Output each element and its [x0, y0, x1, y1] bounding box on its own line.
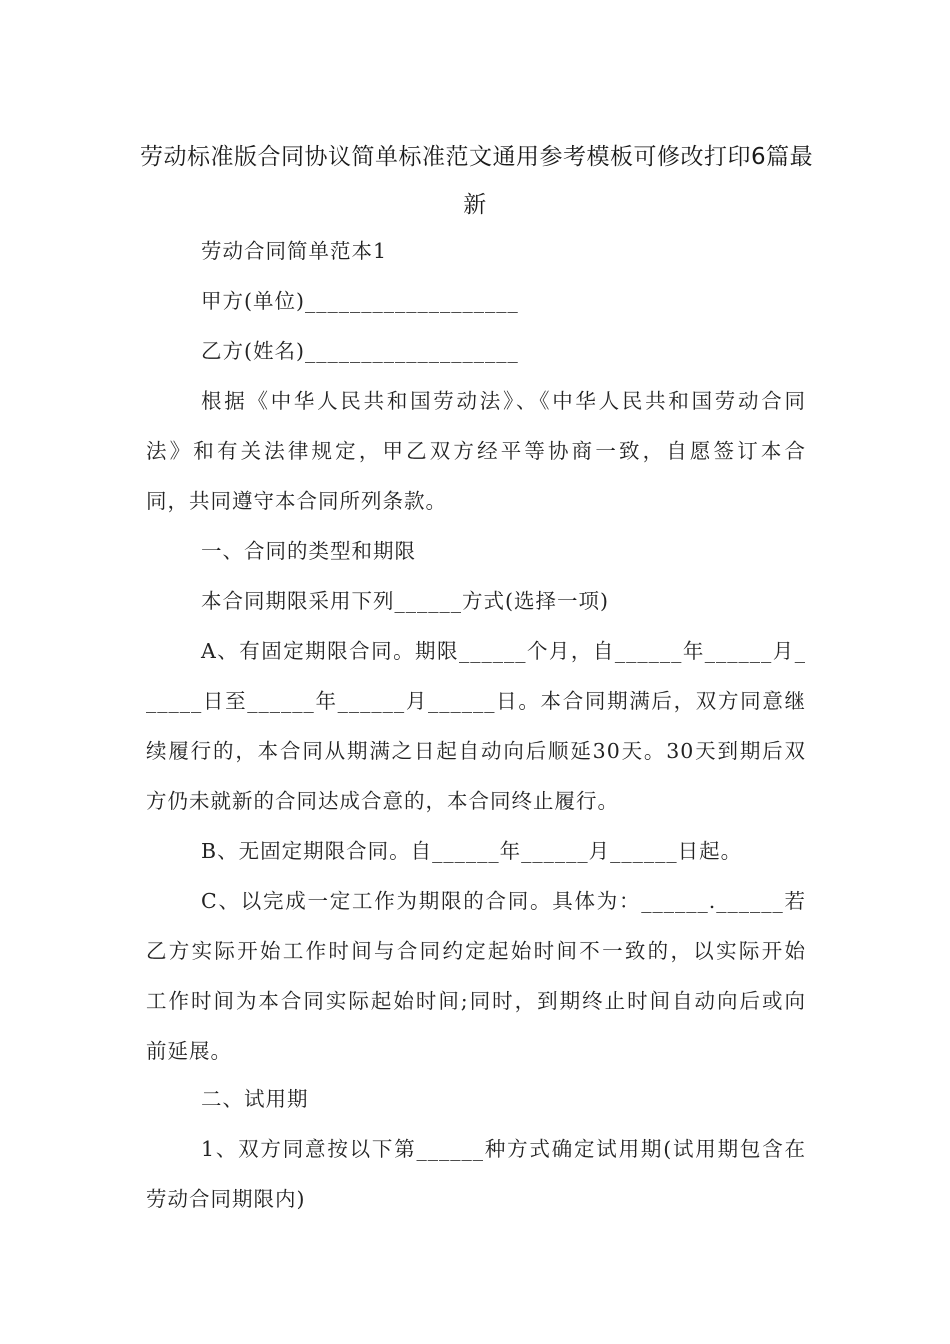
option-a-line-2: _____日至______年______月______日。本合同期满后，双方同意继 — [146, 689, 806, 713]
document-title-line-2: 新 — [463, 192, 487, 218]
option-a-line-3: 续履行的，本合同从期满之日起自动向后顺延30天。30天到期后双 — [146, 739, 806, 763]
option-a-line-1: A、有固定期限合同。期限______个月，自______年______月_ — [201, 639, 806, 663]
option-c-line-4: 前延展。 — [146, 1039, 232, 1063]
clause-heading-1: 一、合同的类型和期限 — [201, 539, 416, 563]
option-c-line-1: C、以完成一定工作为期限的合同。具体为：______.______若 — [201, 889, 806, 913]
party-a-line: 甲方(单位)___________________ — [201, 289, 519, 313]
clause-heading-2: 二、试用期 — [201, 1087, 309, 1111]
section-heading: 劳动合同简单范本1 — [201, 239, 388, 263]
document-title-line-1: 劳动标准版合同协议简单标准范文通用参考模板可修改打印6篇最 — [140, 144, 814, 170]
option-c-line-2: 乙方实际开始工作时间与合同约定起始时间不一致的，以实际开始 — [146, 939, 806, 963]
term-method-line: 本合同期限采用下列______方式(选择一项) — [201, 589, 609, 613]
preamble-line-3: 同，共同遵守本合同所列条款。 — [146, 489, 447, 513]
preamble-line-2: 法》和有关法律规定，甲乙双方经平等协商一致，自愿签订本合 — [146, 439, 806, 463]
option-a-line-4: 方仍未就新的合同达成合意的，本合同终止履行。 — [146, 789, 619, 813]
party-b-line: 乙方(姓名)___________________ — [201, 339, 519, 363]
probation-line-1: 1、双方同意按以下第______种方式确定试用期(试用期包含在 — [201, 1137, 806, 1161]
option-b-line: B、无固定期限合同。自______年______月______日起。 — [201, 839, 743, 863]
probation-line-2: 劳动合同期限内) — [146, 1187, 306, 1211]
option-c-line-3: 工作时间为本合同实际起始时间;同时，到期终止时间自动向后或向 — [146, 989, 806, 1013]
preamble-line-1: 根据《中华人民共和国劳动法》、《中华人民共和国劳动合同 — [201, 389, 806, 413]
